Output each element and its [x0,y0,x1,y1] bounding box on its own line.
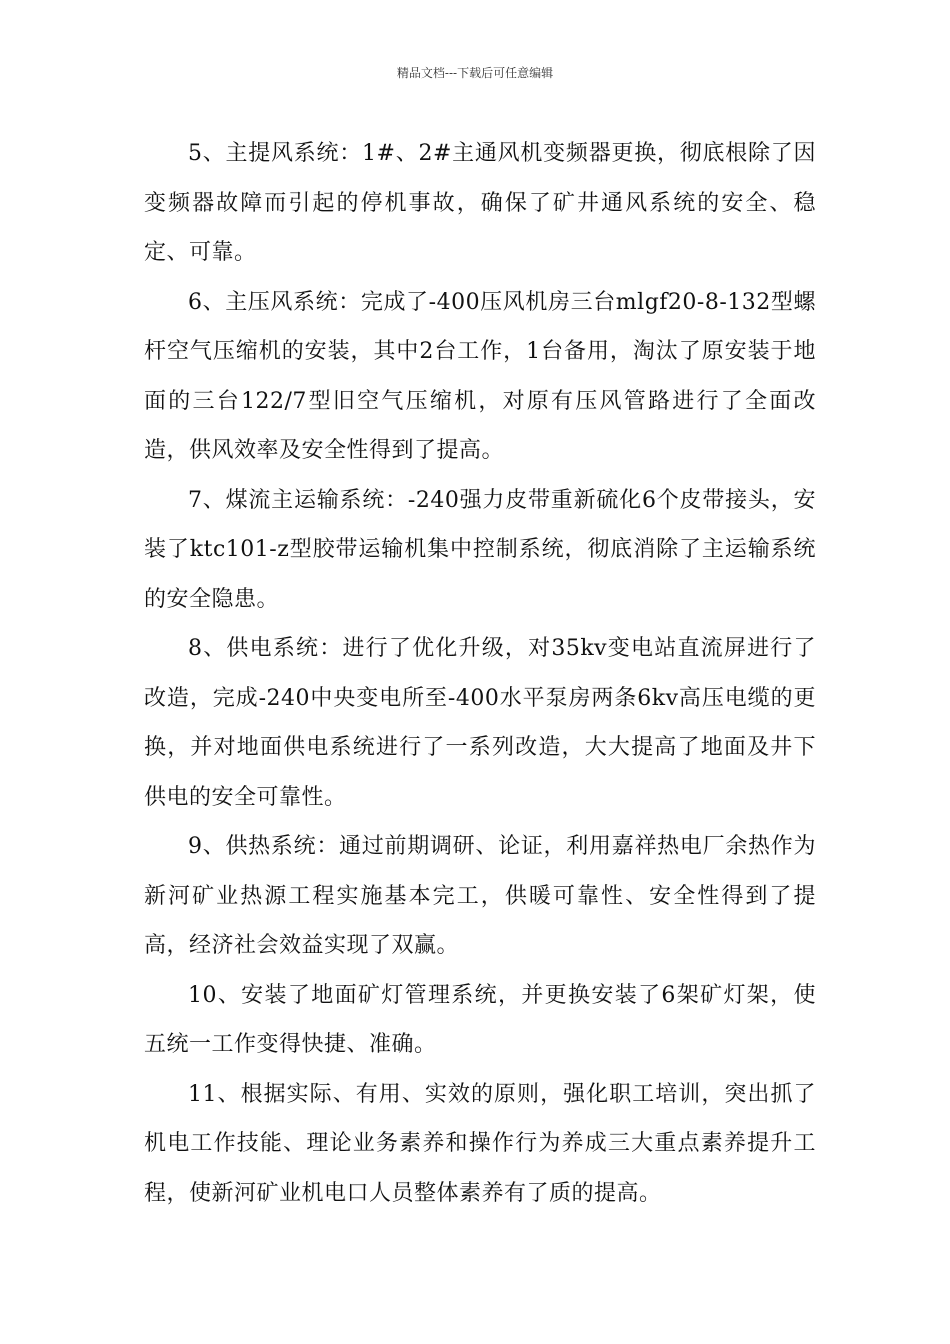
page-header: 精品文档---下载后可任意编辑 [396,66,554,80]
paragraph-item-8: 8、供电系统：进行了优化升级，对35kv变电站直流屏进行了改造，完成-240中央变电所至-400水平泵房两条6kv高压电缆的更换，并对地面供电系统进行了一系列改造，大大提高了地面及井下供电的安全可靠性。 [144,636,816,810]
paragraph-item-7: 7、煤流主运输系统：-240强力皮带重新硫化6个皮带接头，安装了ktc101-z型胶带运输机集中控制系统，彻底消除了主运输系统的安全隐患。 [144,487,816,612]
paragraph-item-9: 9、供热系统：通过前期调研、论证，利用嘉祥热电厂余热作为新河矿业热源工程实施基本完工，供暖可靠性、安全性得到了提高，经济社会效益实现了双赢。 [144,834,816,958]
paragraph-item-5: 5、主提风系统：1#、2#主通风机变频器更换，彻底根除了因变频器故障而引起的停机事故，确保了矿井通风系统的安全、稳定、可靠。 [144,141,816,265]
paragraph-item-6: 6、主压风系统：完成了-400压风机房三台mlgf20-8-132型螺杆空气压缩机的安装，其中2台工作，1台备用，淘汰了原安装于地面的三台122/7型旧空气压缩机，对原有压风管路进行了全面改造，供风效率及安全性得到了提高。 [144,289,816,463]
paragraph-item-10: 10、安装了地面矿灯管理系统，并更换安装了6架矿灯架，使五统一工作变得快捷、准确。 [144,982,816,1057]
document-body [144,129,816,1218]
paragraph-item-11: 11、根据实际、有用、实效的原则，强化职工培训，突出抓了机电工作技能、理论业务素养和操作行为养成三大重点素养提升工程，使新河矿业机电口人员整体素养有了质的提高。 [144,1081,816,1206]
